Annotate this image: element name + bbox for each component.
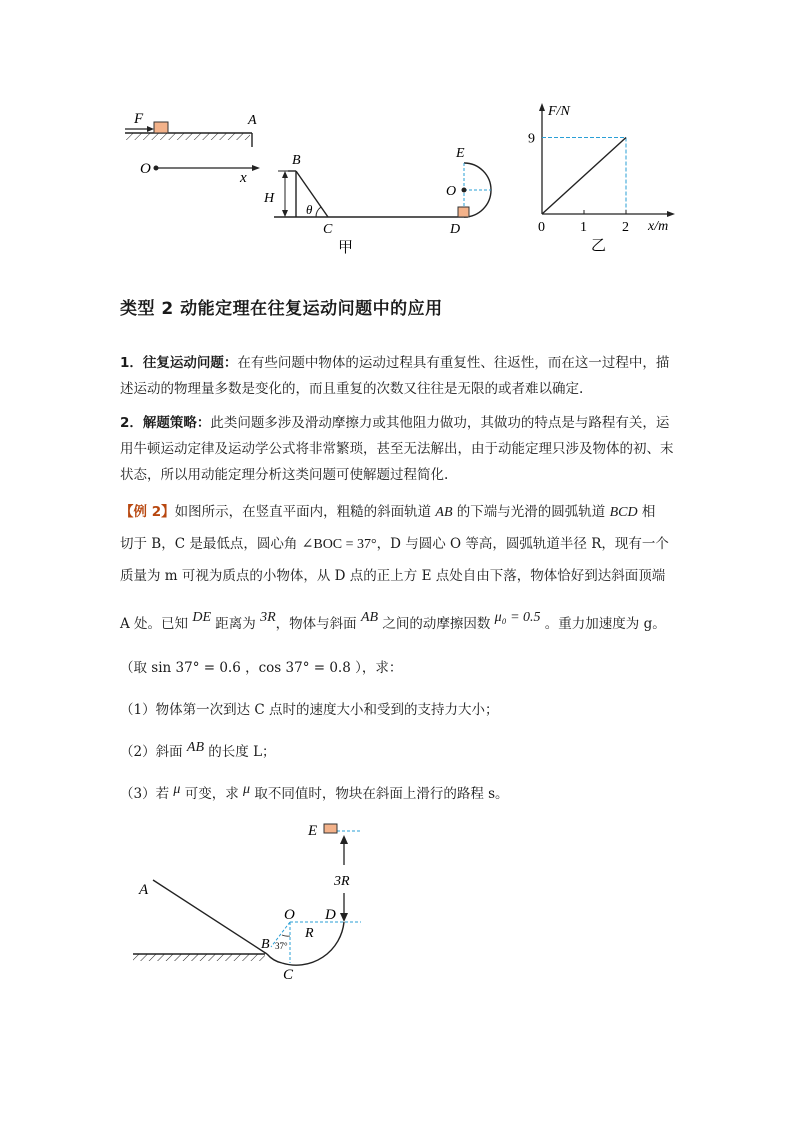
- block: [154, 122, 168, 133]
- series-line: [542, 138, 626, 215]
- section-title: 类型 2 动能定理在往复运动问题中的应用: [120, 299, 443, 319]
- label-c: C: [323, 222, 333, 237]
- label-o2: O: [446, 184, 457, 199]
- label-37: 37°: [275, 941, 288, 951]
- example-line-3: 质量为 m 可视为质点的小物体，从 D 点的正上方 E 点处自由下落，物体恰好到达斜面顶端: [120, 568, 666, 584]
- math: DE: [192, 610, 212, 625]
- example-line-2: [120, 532, 669, 553]
- chart-axes: [539, 103, 675, 217]
- x-tick-label: 0: [538, 220, 545, 235]
- figure-jia: [110, 105, 510, 260]
- math: BCD: [609, 505, 638, 520]
- label-b: B: [292, 153, 301, 168]
- example-line-4: [120, 612, 666, 633]
- text: ，物体与斜面: [275, 616, 361, 632]
- label-o: O: [140, 161, 151, 177]
- example-diagram: [125, 815, 385, 990]
- math: ∠BOC = 37°: [301, 537, 377, 552]
- table-surface: [125, 133, 252, 147]
- math: AB: [186, 740, 204, 755]
- label-r: R: [305, 926, 314, 941]
- point-1-text: 在有些问题中物体的运动过程具有重复性、往返性，而在这一过程中，描述运动的物理量多数是变化的，而且重复的次数又往往是无限的或者难以确定.: [120, 355, 670, 397]
- text: 如图所示，在竖直平面内，粗糙的斜面轨道: [174, 504, 436, 520]
- point-2-text: 此类问题多涉及滑动摩擦力或其他阻力做功，其做功的特点是与路程有关，运用牛顿运动定律及运动学公式将非常繁琐，甚至无法解出，由于动能定理只涉及物体的初、末状态，所以用动能定理分析这类问题可使解题过程简化.: [120, 415, 674, 483]
- text: 切于 B，C 是最低点，圆心角: [120, 536, 302, 552]
- text: 可变，求: [180, 786, 244, 802]
- force-displacement-chart: [520, 100, 690, 265]
- math: AB: [360, 610, 379, 625]
- chart-caption: 乙: [591, 238, 607, 254]
- label-c: C: [283, 967, 294, 983]
- math: μ₀ = 0.5: [494, 610, 541, 625]
- label-e: E: [308, 823, 318, 839]
- text: 取不同值时，物块在斜面上滑行的路程 s。: [250, 786, 509, 802]
- question-2: [120, 740, 276, 761]
- text: 相: [637, 504, 656, 520]
- x-tick-label: 1: [580, 220, 587, 235]
- text: 距离为: [211, 616, 261, 632]
- circular-loop: [458, 163, 491, 217]
- text: A 处。已知: [120, 616, 193, 632]
- label-a: A: [139, 882, 149, 898]
- x-tick-label: 2: [622, 220, 629, 235]
- text: （2）斜面: [120, 744, 187, 760]
- label-e: E: [456, 146, 465, 161]
- example-line-5: （取 sin 37° = 0.6 ，cos 37° = 0.8 ），求：: [120, 660, 403, 676]
- label-f: F: [134, 111, 144, 127]
- object-block: [324, 824, 337, 833]
- label-d: D: [325, 907, 336, 923]
- incline-ab: [153, 880, 267, 954]
- label-x: x: [240, 170, 247, 186]
- point-1: [120, 350, 680, 402]
- label-d: D: [450, 222, 461, 237]
- label-o: O: [284, 907, 295, 923]
- question-3: [120, 782, 509, 803]
- question-1: （1）物体第一次到达 C 点时的速度大小和受到的支持力大小；: [120, 702, 499, 718]
- label-b: B: [261, 937, 270, 952]
- ground: [133, 954, 265, 961]
- math: μ: [243, 782, 251, 797]
- text: ，D 与圆心 O 等高，圆弧轨道半径 R，现有一个: [376, 536, 669, 552]
- text: 的长度 L；: [204, 744, 276, 760]
- example-tag: 【例 2】: [120, 504, 175, 520]
- text: （3）若: [120, 786, 174, 802]
- y-tick-label: 9: [528, 131, 535, 147]
- text: 之间的动摩擦因数: [378, 616, 495, 632]
- label-a: A: [248, 113, 257, 128]
- x-axis-label: x/m: [648, 219, 669, 234]
- example-line-1: [120, 500, 655, 521]
- point-2: [120, 410, 680, 488]
- point-1-label: 1．往复运动问题：: [120, 355, 238, 371]
- math: μ: [173, 782, 181, 797]
- text: 的下端与光滑的圆弧轨道: [452, 504, 610, 520]
- incline-track: [274, 171, 468, 217]
- label-3r: 3R: [334, 874, 350, 889]
- label-h: H: [264, 191, 275, 206]
- y-axis-label: F/N: [548, 104, 570, 119]
- math: 3R: [260, 610, 276, 625]
- point-2-label: 2．解题策略：: [120, 415, 211, 431]
- text: 。重力加速度为 g。: [540, 616, 666, 632]
- math: AB: [435, 505, 453, 520]
- label-theta: θ: [306, 202, 313, 217]
- caption-jia: 甲: [338, 240, 354, 256]
